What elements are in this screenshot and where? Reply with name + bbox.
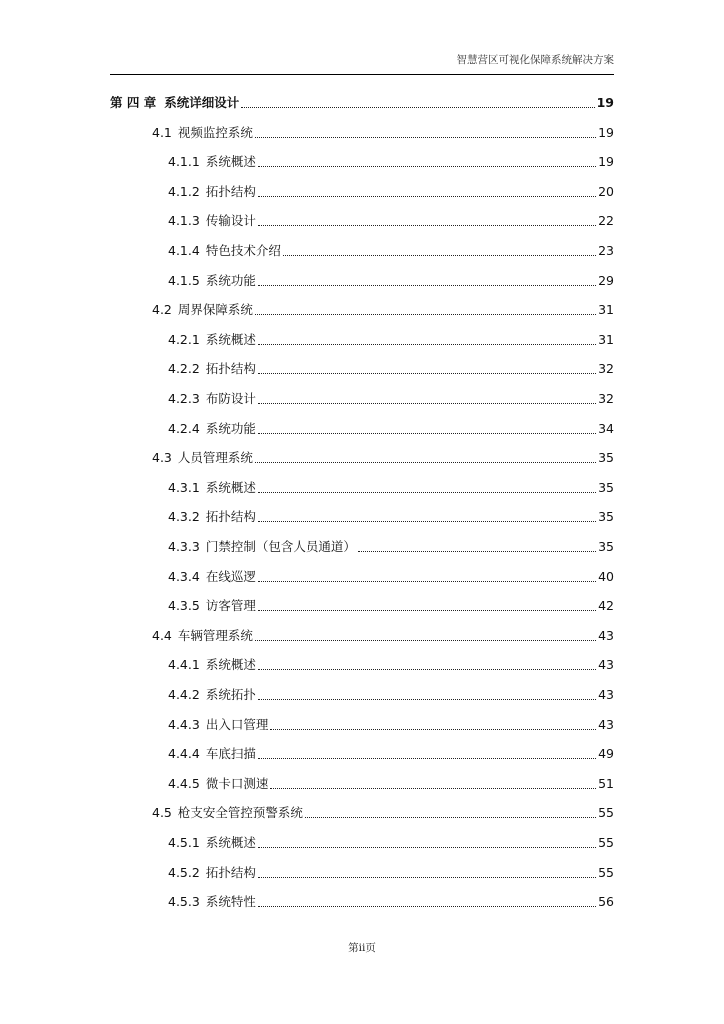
toc-dot-leader xyxy=(258,373,596,374)
toc-entry-page: 43 xyxy=(598,628,614,643)
toc-dot-leader xyxy=(255,462,596,463)
toc-entry[interactable] xyxy=(152,627,614,645)
toc-entry-number: 4.4.1 xyxy=(168,657,200,672)
toc-entry-number: 4.2.4 xyxy=(168,421,200,436)
toc-entry[interactable] xyxy=(168,360,614,378)
toc-entry[interactable] xyxy=(168,508,614,526)
toc-entry-number: 4.5.3 xyxy=(168,894,200,909)
toc-entry-number: 4.3.4 xyxy=(168,569,200,584)
toc-entry-title: 周界保障系统 xyxy=(177,302,253,317)
toc-entry-number: 4.2.1 xyxy=(168,332,200,347)
toc-entry-title: 视频监控系统 xyxy=(177,125,253,140)
toc-entry[interactable] xyxy=(168,479,614,497)
toc-entry-title: 特色技术介绍 xyxy=(205,243,281,258)
toc-entry-number: 4.3 xyxy=(152,450,172,465)
toc-entry-number: 4.2 xyxy=(152,302,172,317)
toc-entry-title: 拓扑结构 xyxy=(205,361,256,376)
toc-entry-number: 4.1.4 xyxy=(168,243,200,258)
toc-dot-leader xyxy=(270,788,596,789)
toc-entry[interactable] xyxy=(152,804,614,822)
toc-entry-title: 车底扫描 xyxy=(205,746,256,761)
toc-entry-number: 4.4.5 xyxy=(168,776,200,791)
toc-entry-title: 出入口管理 xyxy=(205,717,269,732)
toc-entry-title: 布防设计 xyxy=(205,391,256,406)
toc-entry-page: 43 xyxy=(598,657,614,672)
toc-dot-leader xyxy=(283,255,596,256)
toc-entry[interactable] xyxy=(168,834,614,852)
toc-entry-number: 4.5 xyxy=(152,805,172,820)
toc-entry[interactable] xyxy=(152,124,614,142)
toc-entry[interactable] xyxy=(168,686,614,704)
toc-dot-leader xyxy=(358,551,596,552)
toc-entry-title: 拓扑结构 xyxy=(205,509,256,524)
toc-entry-number: 4.1.5 xyxy=(168,273,200,288)
toc-entry-page: 51 xyxy=(598,776,614,791)
toc-entry[interactable] xyxy=(168,864,614,882)
toc-entry-number: 第 四 章 xyxy=(110,95,157,110)
toc-dot-leader xyxy=(258,581,596,582)
toc-entry[interactable] xyxy=(168,893,614,911)
toc-dot-leader xyxy=(255,314,596,315)
toc-entry-page: 55 xyxy=(598,835,614,850)
toc-entry-title: 系统概述 xyxy=(205,332,256,347)
toc-dot-leader xyxy=(258,196,596,197)
toc-dot-leader xyxy=(258,699,596,700)
toc-chapter-entry[interactable] xyxy=(110,94,614,112)
toc-entry[interactable] xyxy=(168,568,614,586)
toc-entry-title: 人员管理系统 xyxy=(177,450,253,465)
toc-entry[interactable] xyxy=(168,538,614,556)
toc-entry-page: 23 xyxy=(598,243,614,258)
toc-entry-page: 31 xyxy=(598,302,614,317)
toc-entry-page: 29 xyxy=(598,273,614,288)
toc-entry-page: 19 xyxy=(598,154,614,169)
toc-dot-leader xyxy=(258,758,596,759)
toc-dot-leader xyxy=(305,817,596,818)
toc-entry[interactable] xyxy=(168,272,614,290)
toc-entry-number: 4.3.5 xyxy=(168,598,200,613)
toc-dot-leader xyxy=(258,166,596,167)
toc-entry-number: 4.3.3 xyxy=(168,539,200,554)
toc-entry-page: 32 xyxy=(598,391,614,406)
toc-entry-title: 门禁控制（包含人员通道） xyxy=(205,539,356,554)
toc-dot-leader xyxy=(258,610,596,611)
toc-entry-number: 4.1 xyxy=(152,125,172,140)
toc-entry[interactable] xyxy=(168,153,614,171)
toc-entry-title: 车辆管理系统 xyxy=(177,628,253,643)
toc-entry[interactable] xyxy=(168,775,614,793)
toc-entry[interactable] xyxy=(168,390,614,408)
toc-entry-title: 传输设计 xyxy=(205,213,256,228)
toc-entry-number: 4.5.2 xyxy=(168,865,200,880)
toc-entry-page: 43 xyxy=(598,687,614,702)
toc-dot-leader xyxy=(258,877,596,878)
toc-entry-page: 20 xyxy=(598,184,614,199)
toc-dot-leader xyxy=(258,433,596,434)
toc-entry[interactable] xyxy=(168,242,614,260)
toc-entry[interactable] xyxy=(168,212,614,230)
toc-entry-number: 4.2.2 xyxy=(168,361,200,376)
toc-entry-number: 4.4.4 xyxy=(168,746,200,761)
toc-entry-title: 系统概述 xyxy=(205,154,256,169)
toc-entry-title: 枪支安全管控预警系统 xyxy=(177,805,303,820)
toc-entry-page: 31 xyxy=(598,332,614,347)
toc-entry-page: 49 xyxy=(598,746,614,761)
toc-entry[interactable] xyxy=(168,331,614,349)
toc-dot-leader xyxy=(258,225,596,226)
toc-entry-page: 35 xyxy=(598,450,614,465)
toc-entry-number: 4.5.1 xyxy=(168,835,200,850)
toc-entry[interactable] xyxy=(168,716,614,734)
toc-entry[interactable] xyxy=(168,420,614,438)
page-number: 第ii页 xyxy=(348,942,376,954)
toc-entry-page: 55 xyxy=(598,865,614,880)
toc-entry-title: 系统功能 xyxy=(205,421,256,436)
toc-entry[interactable] xyxy=(168,745,614,763)
toc-entry-page: 19 xyxy=(596,95,614,110)
toc-entry-title: 系统特性 xyxy=(205,894,256,909)
toc-entry-number: 4.2.3 xyxy=(168,391,200,406)
toc-entry-page: 34 xyxy=(598,421,614,436)
toc-entry-page: 43 xyxy=(598,717,614,732)
toc-entry-number: 4.3.2 xyxy=(168,509,200,524)
toc-entry-page: 35 xyxy=(598,480,614,495)
toc-dot-leader xyxy=(258,285,596,286)
toc-dot-leader xyxy=(241,107,594,108)
toc-dot-leader xyxy=(258,847,596,848)
toc-entry-title: 拓扑结构 xyxy=(205,865,256,880)
toc-dot-leader xyxy=(258,344,596,345)
toc-entry-number: 4.4.2 xyxy=(168,687,200,702)
toc-entry-page: 35 xyxy=(598,539,614,554)
toc-entry-number: 4.1.2 xyxy=(168,184,200,199)
toc-entry-page: 56 xyxy=(598,894,614,909)
toc-entry-title: 系统拓扑 xyxy=(205,687,256,702)
toc-entry-title: 在线巡逻 xyxy=(205,569,256,584)
toc-entry-number: 4.4.3 xyxy=(168,717,200,732)
toc-entry-number: 4.1.3 xyxy=(168,213,200,228)
toc-dot-leader xyxy=(270,729,596,730)
toc-entry-page: 22 xyxy=(598,213,614,228)
toc-entry-page: 40 xyxy=(598,569,614,584)
toc-entry-number: 4.1.1 xyxy=(168,154,200,169)
toc-entry-title: 系统详细设计 xyxy=(164,95,240,110)
toc-dot-leader xyxy=(258,403,596,404)
toc-entry-title: 拓扑结构 xyxy=(205,184,256,199)
toc-entry-page: 19 xyxy=(598,125,614,140)
toc-entry-title: 系统概述 xyxy=(205,480,256,495)
toc-entry-page: 55 xyxy=(598,805,614,820)
toc-entry-title: 系统概述 xyxy=(205,835,256,850)
toc-entry-title: 访客管理 xyxy=(205,598,256,613)
toc-entry-page: 32 xyxy=(598,361,614,376)
toc-dot-leader xyxy=(258,521,596,522)
toc-entry-number: 4.4 xyxy=(152,628,172,643)
header-title: 智慧营区可视化保障系统解决方案 xyxy=(456,54,614,66)
toc-entry-number: 4.3.1 xyxy=(168,480,200,495)
toc-entry-title: 微卡口测速 xyxy=(205,776,269,791)
toc-entry[interactable] xyxy=(168,183,614,201)
toc-dot-leader xyxy=(255,137,596,138)
toc-entry[interactable] xyxy=(168,597,614,615)
toc-dot-leader xyxy=(258,492,596,493)
toc-dot-leader xyxy=(255,640,596,641)
toc-entry[interactable] xyxy=(152,301,614,319)
toc-dot-leader xyxy=(258,906,596,907)
toc-entry-page: 42 xyxy=(598,598,614,613)
toc-entry-title: 系统功能 xyxy=(205,273,256,288)
toc-entry[interactable] xyxy=(168,656,614,674)
toc-entry[interactable] xyxy=(152,449,614,467)
toc-dot-leader xyxy=(258,669,596,670)
toc-entry-title: 系统概述 xyxy=(205,657,256,672)
toc-entry-page: 35 xyxy=(598,509,614,524)
